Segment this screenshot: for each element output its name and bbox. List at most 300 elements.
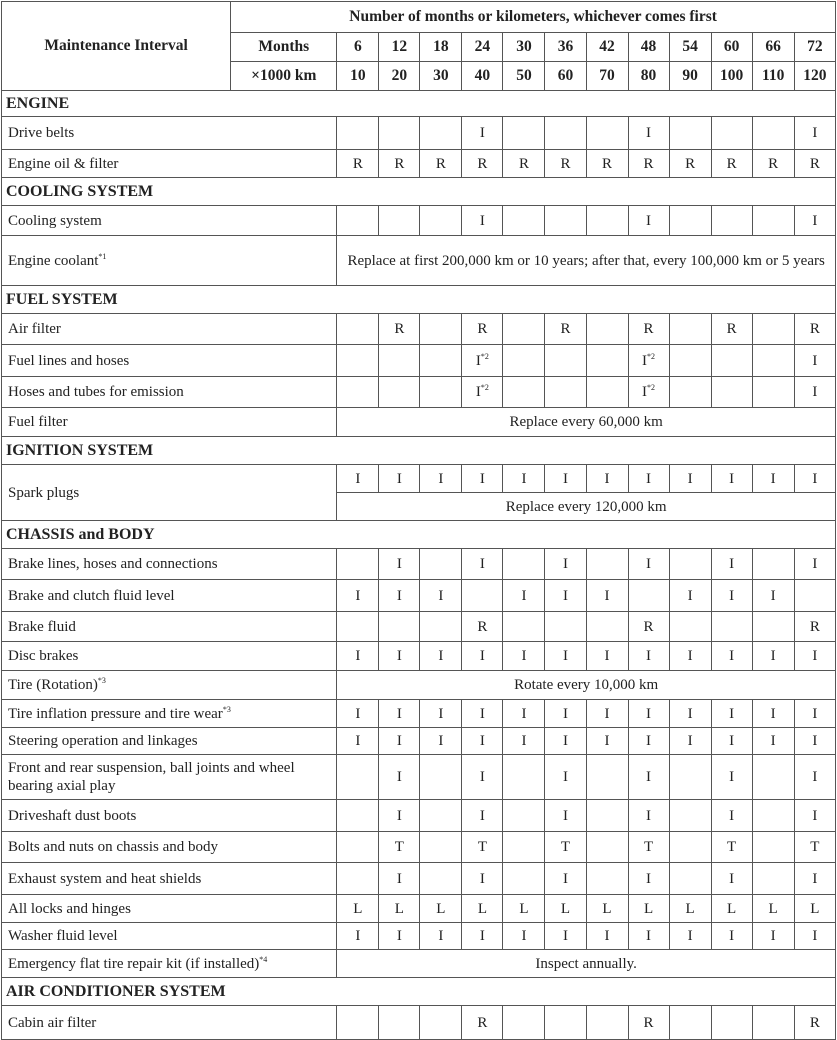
interval-cell: I	[794, 923, 835, 950]
interval-cell: I	[586, 923, 628, 950]
interval-cell: I	[628, 863, 669, 895]
interval-cell	[420, 863, 462, 895]
interval-cell: L	[628, 895, 669, 923]
item-label: Drive belts	[8, 125, 75, 141]
interval-cell: I	[545, 755, 586, 800]
footnote-marker: *3	[97, 676, 106, 685]
interval-cell: R	[545, 150, 586, 178]
interval-cell: I	[794, 700, 835, 728]
item-label-cell	[2, 314, 337, 345]
item-label: Cooling system	[8, 212, 102, 229]
item-label: Spark plugs	[8, 484, 80, 501]
interval-cell: R	[794, 314, 835, 345]
interval-cell: R	[420, 150, 462, 178]
km-header: 60	[545, 62, 586, 91]
interval-cell: I	[669, 642, 711, 671]
interval-cell: I	[586, 728, 628, 755]
table-row	[2, 206, 836, 236]
interval-cell: I	[669, 465, 711, 493]
interval-cell	[752, 800, 794, 832]
section-row	[2, 521, 836, 549]
interval-cell: R	[628, 150, 669, 178]
km-header: 30	[420, 62, 462, 91]
interval-cell: I	[462, 700, 503, 728]
table-row	[2, 408, 836, 437]
interval-cell	[586, 1006, 628, 1040]
interval-cell: I	[379, 728, 420, 755]
interval-cell	[586, 314, 628, 345]
table-row	[2, 465, 836, 493]
interval-cell: I	[669, 728, 711, 755]
interval-cell	[503, 1006, 545, 1040]
interval-cell: I	[420, 642, 462, 671]
interval-cell: R	[794, 1006, 835, 1040]
interval-cell: I	[752, 580, 794, 612]
item-label-cell	[2, 345, 337, 377]
interval-cell: R	[628, 314, 669, 345]
footnote-marker: *3	[222, 704, 231, 714]
interval-span-header: Number of months or kilometers, whichever comes first	[231, 2, 836, 33]
interval-cell	[545, 345, 586, 377]
footnote-marker: *2	[647, 383, 656, 392]
interval-cell: I	[462, 465, 503, 493]
interval-cell: I	[545, 800, 586, 832]
interval-cell	[503, 377, 545, 408]
table-body	[2, 91, 836, 1040]
section-heading: ENGINE	[2, 91, 836, 117]
interval-cell: R	[462, 150, 503, 178]
interval-cell: R	[711, 150, 752, 178]
interval-cell: I	[711, 465, 752, 493]
interval-cell	[752, 1006, 794, 1040]
interval-cell: I	[379, 700, 420, 728]
item-label: Brake lines, hoses and connections	[8, 556, 218, 572]
interval-cell: I	[462, 755, 503, 800]
interval-cell	[420, 755, 462, 800]
interval-cell	[420, 612, 462, 642]
table-row	[2, 950, 836, 978]
interval-note: Replace every 60,000 km	[337, 408, 836, 437]
table-row	[2, 700, 836, 728]
interval-cell	[752, 206, 794, 236]
item-label-cell	[2, 580, 337, 612]
item-label: Cabin air filter	[8, 1014, 97, 1031]
interval-cell	[711, 206, 752, 236]
interval-cell: R	[794, 612, 835, 642]
interval-code: I	[642, 352, 648, 369]
km-header: 90	[669, 62, 711, 91]
item-label: Engine oil & filter	[8, 155, 119, 172]
item-label: Brake fluid	[8, 618, 76, 635]
interval-cell: I	[628, 117, 669, 150]
interval-cell: I	[379, 465, 420, 493]
maintenance-schedule-table	[1, 1, 836, 1040]
interval-cell	[503, 800, 545, 832]
interval-cell: I	[628, 755, 669, 800]
item-label-cell	[2, 832, 337, 863]
interval-cell: I	[420, 728, 462, 755]
interval-cell	[337, 832, 379, 863]
interval-cell: R	[379, 150, 420, 178]
interval-cell	[420, 832, 462, 863]
month-header: 54	[669, 33, 711, 62]
interval-cell	[752, 345, 794, 377]
interval-cell: I	[503, 923, 545, 950]
interval-cell: I	[794, 117, 835, 150]
interval-cell: I	[669, 580, 711, 612]
interval-cell: I	[628, 923, 669, 950]
interval-cell: R	[628, 1006, 669, 1040]
interval-cell: R	[669, 150, 711, 178]
interval-cell: L	[711, 895, 752, 923]
interval-cell	[545, 612, 586, 642]
interval-cell: I	[711, 728, 752, 755]
interval-cell	[420, 117, 462, 150]
interval-cell: I	[794, 642, 835, 671]
interval-cell: R	[794, 150, 835, 178]
interval-cell: I	[628, 549, 669, 580]
interval-cell	[669, 863, 711, 895]
interval-cell: I	[628, 642, 669, 671]
section-heading: FUEL SYSTEM	[2, 286, 836, 314]
interval-cell	[669, 117, 711, 150]
interval-cell: I	[711, 755, 752, 800]
interval-cell: I	[462, 863, 503, 895]
interval-cell: I	[794, 465, 835, 493]
item-label: Hoses and tubes for emission	[8, 384, 184, 400]
item-label-cell	[2, 923, 337, 950]
interval-cell: I	[545, 863, 586, 895]
km-header: 70	[586, 62, 628, 91]
table-row	[2, 377, 836, 408]
footnote-marker: *2	[480, 383, 489, 392]
interval-cell: R	[545, 314, 586, 345]
item-label: Tire (Rotation)	[8, 677, 98, 693]
interval-note: Replace at first 200,000 km or 10 years; after that, every 100,000 km or 5 years	[337, 236, 836, 286]
section-row	[2, 978, 836, 1006]
item-label-cell	[2, 895, 337, 923]
section-row	[2, 178, 836, 206]
table-row	[2, 117, 836, 150]
table-row	[2, 895, 836, 923]
item-label: Air filter	[8, 321, 61, 337]
interval-cell	[503, 612, 545, 642]
interval-cell: I	[503, 465, 545, 493]
interval-cell: L	[462, 895, 503, 923]
interval-cell	[503, 863, 545, 895]
table-row	[2, 863, 836, 895]
interval-cell: I	[628, 465, 669, 493]
interval-cell	[420, 206, 462, 236]
interval-cell	[628, 377, 669, 408]
interval-cell: L	[420, 895, 462, 923]
interval-cell	[586, 345, 628, 377]
interval-cell	[337, 206, 379, 236]
km-header: 10	[337, 62, 379, 91]
interval-cell: I	[379, 863, 420, 895]
interval-cell: I	[711, 580, 752, 612]
interval-cell: I	[420, 700, 462, 728]
item-label-cell	[2, 755, 337, 800]
footnote-marker: *1	[98, 251, 107, 261]
interval-cell: I	[711, 700, 752, 728]
interval-cell	[669, 755, 711, 800]
interval-cell	[711, 612, 752, 642]
interval-cell	[628, 345, 669, 377]
interval-cell: I	[586, 465, 628, 493]
month-header: 72	[794, 33, 835, 62]
interval-cell: R	[462, 612, 503, 642]
interval-cell: I	[545, 580, 586, 612]
month-header: 36	[545, 33, 586, 62]
months-label: Months	[231, 33, 337, 62]
interval-cell: I	[628, 800, 669, 832]
km-header: 80	[628, 62, 669, 91]
table-row	[2, 728, 836, 755]
table-row	[2, 642, 836, 671]
interval-cell	[752, 612, 794, 642]
interval-cell: I	[379, 642, 420, 671]
interval-cell: L	[503, 895, 545, 923]
month-header: 48	[628, 33, 669, 62]
interval-cell: I	[711, 800, 752, 832]
interval-cell	[337, 549, 379, 580]
item-label-cell	[2, 377, 337, 408]
interval-cell	[420, 314, 462, 345]
interval-cell: I	[503, 700, 545, 728]
interval-cell: I	[545, 728, 586, 755]
month-header: 18	[420, 33, 462, 62]
interval-cell	[337, 1006, 379, 1040]
interval-cell	[545, 1006, 586, 1040]
interval-cell	[669, 1006, 711, 1040]
interval-cell: I	[337, 700, 379, 728]
item-label-cell	[2, 236, 337, 286]
interval-cell	[669, 832, 711, 863]
interval-cell	[752, 314, 794, 345]
interval-cell	[586, 800, 628, 832]
item-label-cell	[2, 549, 337, 580]
interval-cell: I	[586, 580, 628, 612]
interval-cell: I	[337, 580, 379, 612]
footnote-marker: *2	[647, 351, 656, 361]
interval-cell	[669, 800, 711, 832]
interval-cell: I	[586, 700, 628, 728]
interval-cell: I	[462, 549, 503, 580]
month-header: 12	[379, 33, 420, 62]
interval-cell	[337, 800, 379, 832]
month-header: 66	[752, 33, 794, 62]
interval-cell: I	[586, 642, 628, 671]
interval-cell: R	[628, 612, 669, 642]
interval-note: Inspect annually.	[337, 950, 836, 978]
interval-cell: R	[462, 1006, 503, 1040]
interval-cell	[752, 832, 794, 863]
interval-cell: R	[337, 150, 379, 178]
interval-cell	[462, 345, 503, 377]
interval-cell: I	[462, 206, 503, 236]
footnote-marker: *2	[480, 351, 489, 361]
item-label: Fuel filter	[8, 414, 68, 430]
month-header: 30	[503, 33, 545, 62]
interval-cell: I	[503, 728, 545, 755]
interval-cell: I	[337, 923, 379, 950]
interval-cell	[420, 377, 462, 408]
interval-code: I	[475, 384, 481, 400]
interval-cell: I	[545, 700, 586, 728]
interval-cell	[586, 832, 628, 863]
interval-cell	[711, 377, 752, 408]
interval-cell: I	[711, 923, 752, 950]
interval-cell	[794, 580, 835, 612]
interval-cell: R	[711, 314, 752, 345]
interval-cell	[462, 377, 503, 408]
interval-cell: I	[794, 206, 835, 236]
month-header: 24	[462, 33, 503, 62]
item-label: Engine coolant	[8, 252, 99, 269]
interval-cell	[420, 549, 462, 580]
item-label-cell	[2, 950, 337, 978]
interval-cell	[711, 117, 752, 150]
interval-cell: L	[669, 895, 711, 923]
interval-cell: I	[752, 728, 794, 755]
interval-cell: I	[420, 923, 462, 950]
interval-cell: I	[752, 642, 794, 671]
item-label: Brake and clutch fluid level	[8, 587, 175, 604]
interval-cell	[379, 1006, 420, 1040]
interval-cell	[752, 863, 794, 895]
interval-cell	[420, 1006, 462, 1040]
interval-cell	[752, 377, 794, 408]
item-label-cell	[2, 642, 337, 671]
km-label: ×1000 km	[231, 62, 337, 91]
interval-cell: R	[462, 314, 503, 345]
item-label: Disc brakes	[8, 648, 79, 664]
table-row	[2, 923, 836, 950]
interval-cell	[752, 549, 794, 580]
interval-cell: I	[752, 700, 794, 728]
interval-cell	[752, 117, 794, 150]
table-header	[2, 2, 836, 91]
interval-cell: I	[545, 642, 586, 671]
section-heading: COOLING SYSTEM	[2, 178, 836, 206]
interval-cell: I	[420, 580, 462, 612]
interval-cell	[503, 549, 545, 580]
interval-cell: I	[669, 700, 711, 728]
interval-cell	[379, 612, 420, 642]
interval-cell: L	[379, 895, 420, 923]
km-header: 120	[794, 62, 835, 91]
interval-cell	[337, 863, 379, 895]
interval-cell: T	[711, 832, 752, 863]
interval-cell	[545, 377, 586, 408]
interval-cell	[337, 314, 379, 345]
interval-cell	[586, 549, 628, 580]
interval-cell: I	[462, 800, 503, 832]
interval-cell	[503, 117, 545, 150]
item-label-cell	[2, 700, 337, 728]
interval-cell	[379, 206, 420, 236]
interval-cell	[337, 612, 379, 642]
interval-cell: I	[462, 728, 503, 755]
month-header: 60	[711, 33, 752, 62]
interval-cell	[337, 377, 379, 408]
interval-cell: I	[379, 549, 420, 580]
interval-code: I	[642, 384, 648, 400]
table-row	[2, 755, 836, 800]
interval-cell: I	[794, 549, 835, 580]
km-header: 110	[752, 62, 794, 91]
item-label-cell	[2, 863, 337, 895]
item-label: Emergency flat tire repair kit (if installed)	[8, 955, 260, 972]
interval-cell: I	[628, 700, 669, 728]
interval-cell: I	[545, 549, 586, 580]
interval-cell	[669, 612, 711, 642]
interval-cell: R	[503, 150, 545, 178]
interval-cell: I	[794, 728, 835, 755]
table-row	[2, 800, 836, 832]
item-label: Exhaust system and heat shields	[8, 870, 202, 887]
interval-cell	[545, 117, 586, 150]
interval-cell	[628, 580, 669, 612]
interval-cell: I	[669, 923, 711, 950]
item-label: Fuel lines and hoses	[8, 352, 130, 369]
table-row	[2, 832, 836, 863]
interval-cell: T	[462, 832, 503, 863]
section-row	[2, 286, 836, 314]
item-label-cell	[2, 465, 337, 521]
interval-cell: T	[794, 832, 835, 863]
interval-cell	[462, 580, 503, 612]
interval-cell: T	[379, 832, 420, 863]
interval-cell	[420, 345, 462, 377]
interval-cell	[586, 755, 628, 800]
interval-cell	[379, 377, 420, 408]
interval-cell	[669, 549, 711, 580]
item-label-cell	[2, 117, 337, 150]
item-label-cell	[2, 612, 337, 642]
interval-cell: I	[628, 206, 669, 236]
km-header: 50	[503, 62, 545, 91]
interval-cell	[503, 755, 545, 800]
interval-cell	[711, 345, 752, 377]
interval-cell	[586, 377, 628, 408]
interval-cell: I	[503, 642, 545, 671]
interval-cell	[337, 117, 379, 150]
interval-cell: I	[752, 923, 794, 950]
interval-cell	[503, 832, 545, 863]
maintenance-interval-header: Maintenance Interval	[2, 2, 231, 91]
interval-cell: T	[545, 832, 586, 863]
interval-cell	[669, 345, 711, 377]
table-row	[2, 314, 836, 345]
table-row	[2, 671, 836, 700]
interval-note: Replace every 120,000 km	[337, 493, 836, 521]
interval-cell: I	[752, 465, 794, 493]
interval-cell: I	[503, 580, 545, 612]
interval-cell: I	[462, 117, 503, 150]
section-heading: AIR CONDITIONER SYSTEM	[2, 978, 836, 1006]
interval-cell	[586, 206, 628, 236]
table-row	[2, 612, 836, 642]
interval-cell: I	[379, 800, 420, 832]
item-label: Tire inflation pressure and tire wear	[8, 705, 223, 722]
interval-cell: I	[794, 755, 835, 800]
km-header: 20	[379, 62, 420, 91]
table-row	[2, 549, 836, 580]
interval-cell	[337, 345, 379, 377]
interval-cell: I	[379, 755, 420, 800]
